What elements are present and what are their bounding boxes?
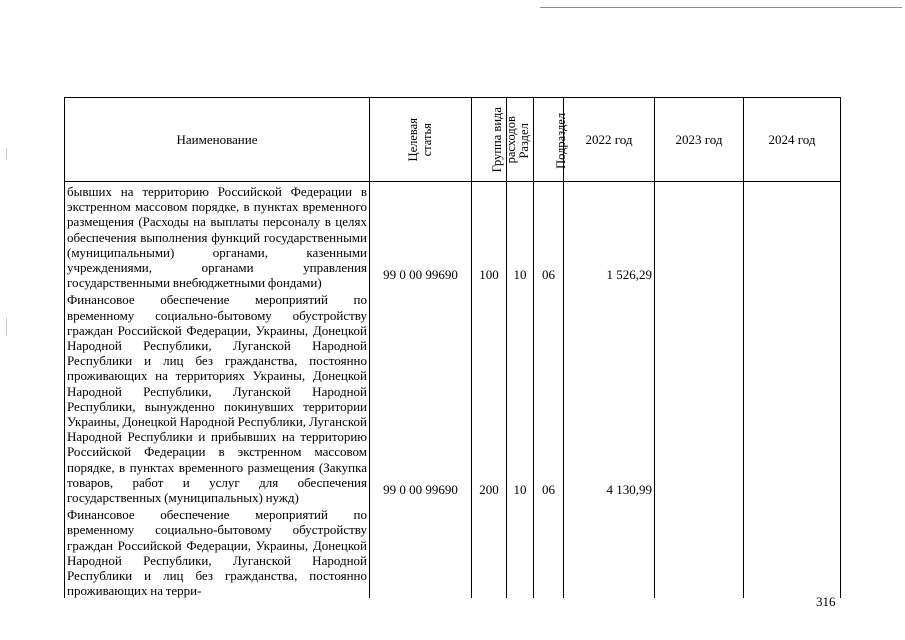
header-subsection: Подраздел — [534, 98, 564, 182]
budget-table — [64, 97, 841, 598]
row-amount-2023 — [655, 505, 744, 598]
row-expense-group — [472, 505, 507, 598]
header-section: Раздел — [507, 98, 534, 182]
table-header-row — [65, 98, 841, 182]
row-amount-2023 — [655, 290, 744, 505]
header-name: Наименование — [65, 98, 370, 182]
row-section — [507, 505, 534, 598]
header-2023: 2023 год — [655, 98, 744, 182]
row-target-article: 99 0 00 99690 — [370, 182, 472, 291]
row-target-article: 99 0 00 99690 — [370, 290, 472, 505]
row-target-article — [370, 505, 472, 598]
row-section: 10 — [507, 290, 534, 505]
header-expense-group: Группа вида расходов — [472, 98, 507, 182]
header-target-article: Целевая статья — [370, 98, 472, 182]
row-expense-group: 200 — [472, 290, 507, 505]
header-2022: 2022 год — [564, 98, 655, 182]
table-row — [65, 505, 841, 598]
row-amount-2023 — [655, 182, 744, 291]
table-row — [65, 182, 841, 291]
row-subsection — [534, 505, 564, 598]
scan-edge-mark — [6, 318, 7, 336]
row-subsection: 06 — [534, 182, 564, 291]
row-amount-2022 — [564, 505, 655, 598]
row-expense-group: 100 — [472, 182, 507, 291]
scan-edge-mark — [6, 148, 7, 160]
table-row — [65, 290, 841, 505]
row-section: 10 — [507, 182, 534, 291]
header-2024: 2024 год — [744, 98, 841, 182]
row-amount-2024 — [744, 505, 841, 598]
row-name-cell: бывших на территорию Российской Федерации в экстренном массовом порядке, в пунктах временного размещения (Расходы на выплаты персоналу в целях обеспечения выполнения функций государственными (муниципальными) органами, казенными учреждениями, органами управления государственными внебюджетными фондами) — [65, 182, 370, 291]
row-name-cell: Финансовое обеспечение мероприятий по временному социально-бытовому обустройству граждан Российской Федерации, Украины, Донецкой Народной Республики, Луганской Народной Республики и лиц без гражданства, постоянно проживающих на терри- — [65, 505, 370, 598]
page-number: 316 — [816, 594, 836, 609]
row-name-cell: Финансовое обеспечение мероприятий по временному социально-бытовому обустройству граждан Российской Федерации, Украины, Донецкой Народной Республики, Луганской Народной Республики и лиц без гражданства, постоянно проживающих на территориях Украины, Донецкой Народной Республики, Луганской Народной Республики, вынужденно покинувших территории Украины, Донецкой Народной Республики, Луганской Народной Республики и прибывших на территорию Российской Федерации в экстренном массовом порядке, в пунктах временного размещения (Закупка товаров, работ и услуг для обеспечения государственных (муниципальных) нужд) — [65, 290, 370, 505]
row-amount-2022: 1 526,29 — [564, 182, 655, 291]
row-subsection: 06 — [534, 290, 564, 505]
row-amount-2024 — [744, 182, 841, 291]
row-amount-2024 — [744, 290, 841, 505]
row-amount-2022: 4 130,99 — [564, 290, 655, 505]
header-rule — [540, 7, 902, 8]
